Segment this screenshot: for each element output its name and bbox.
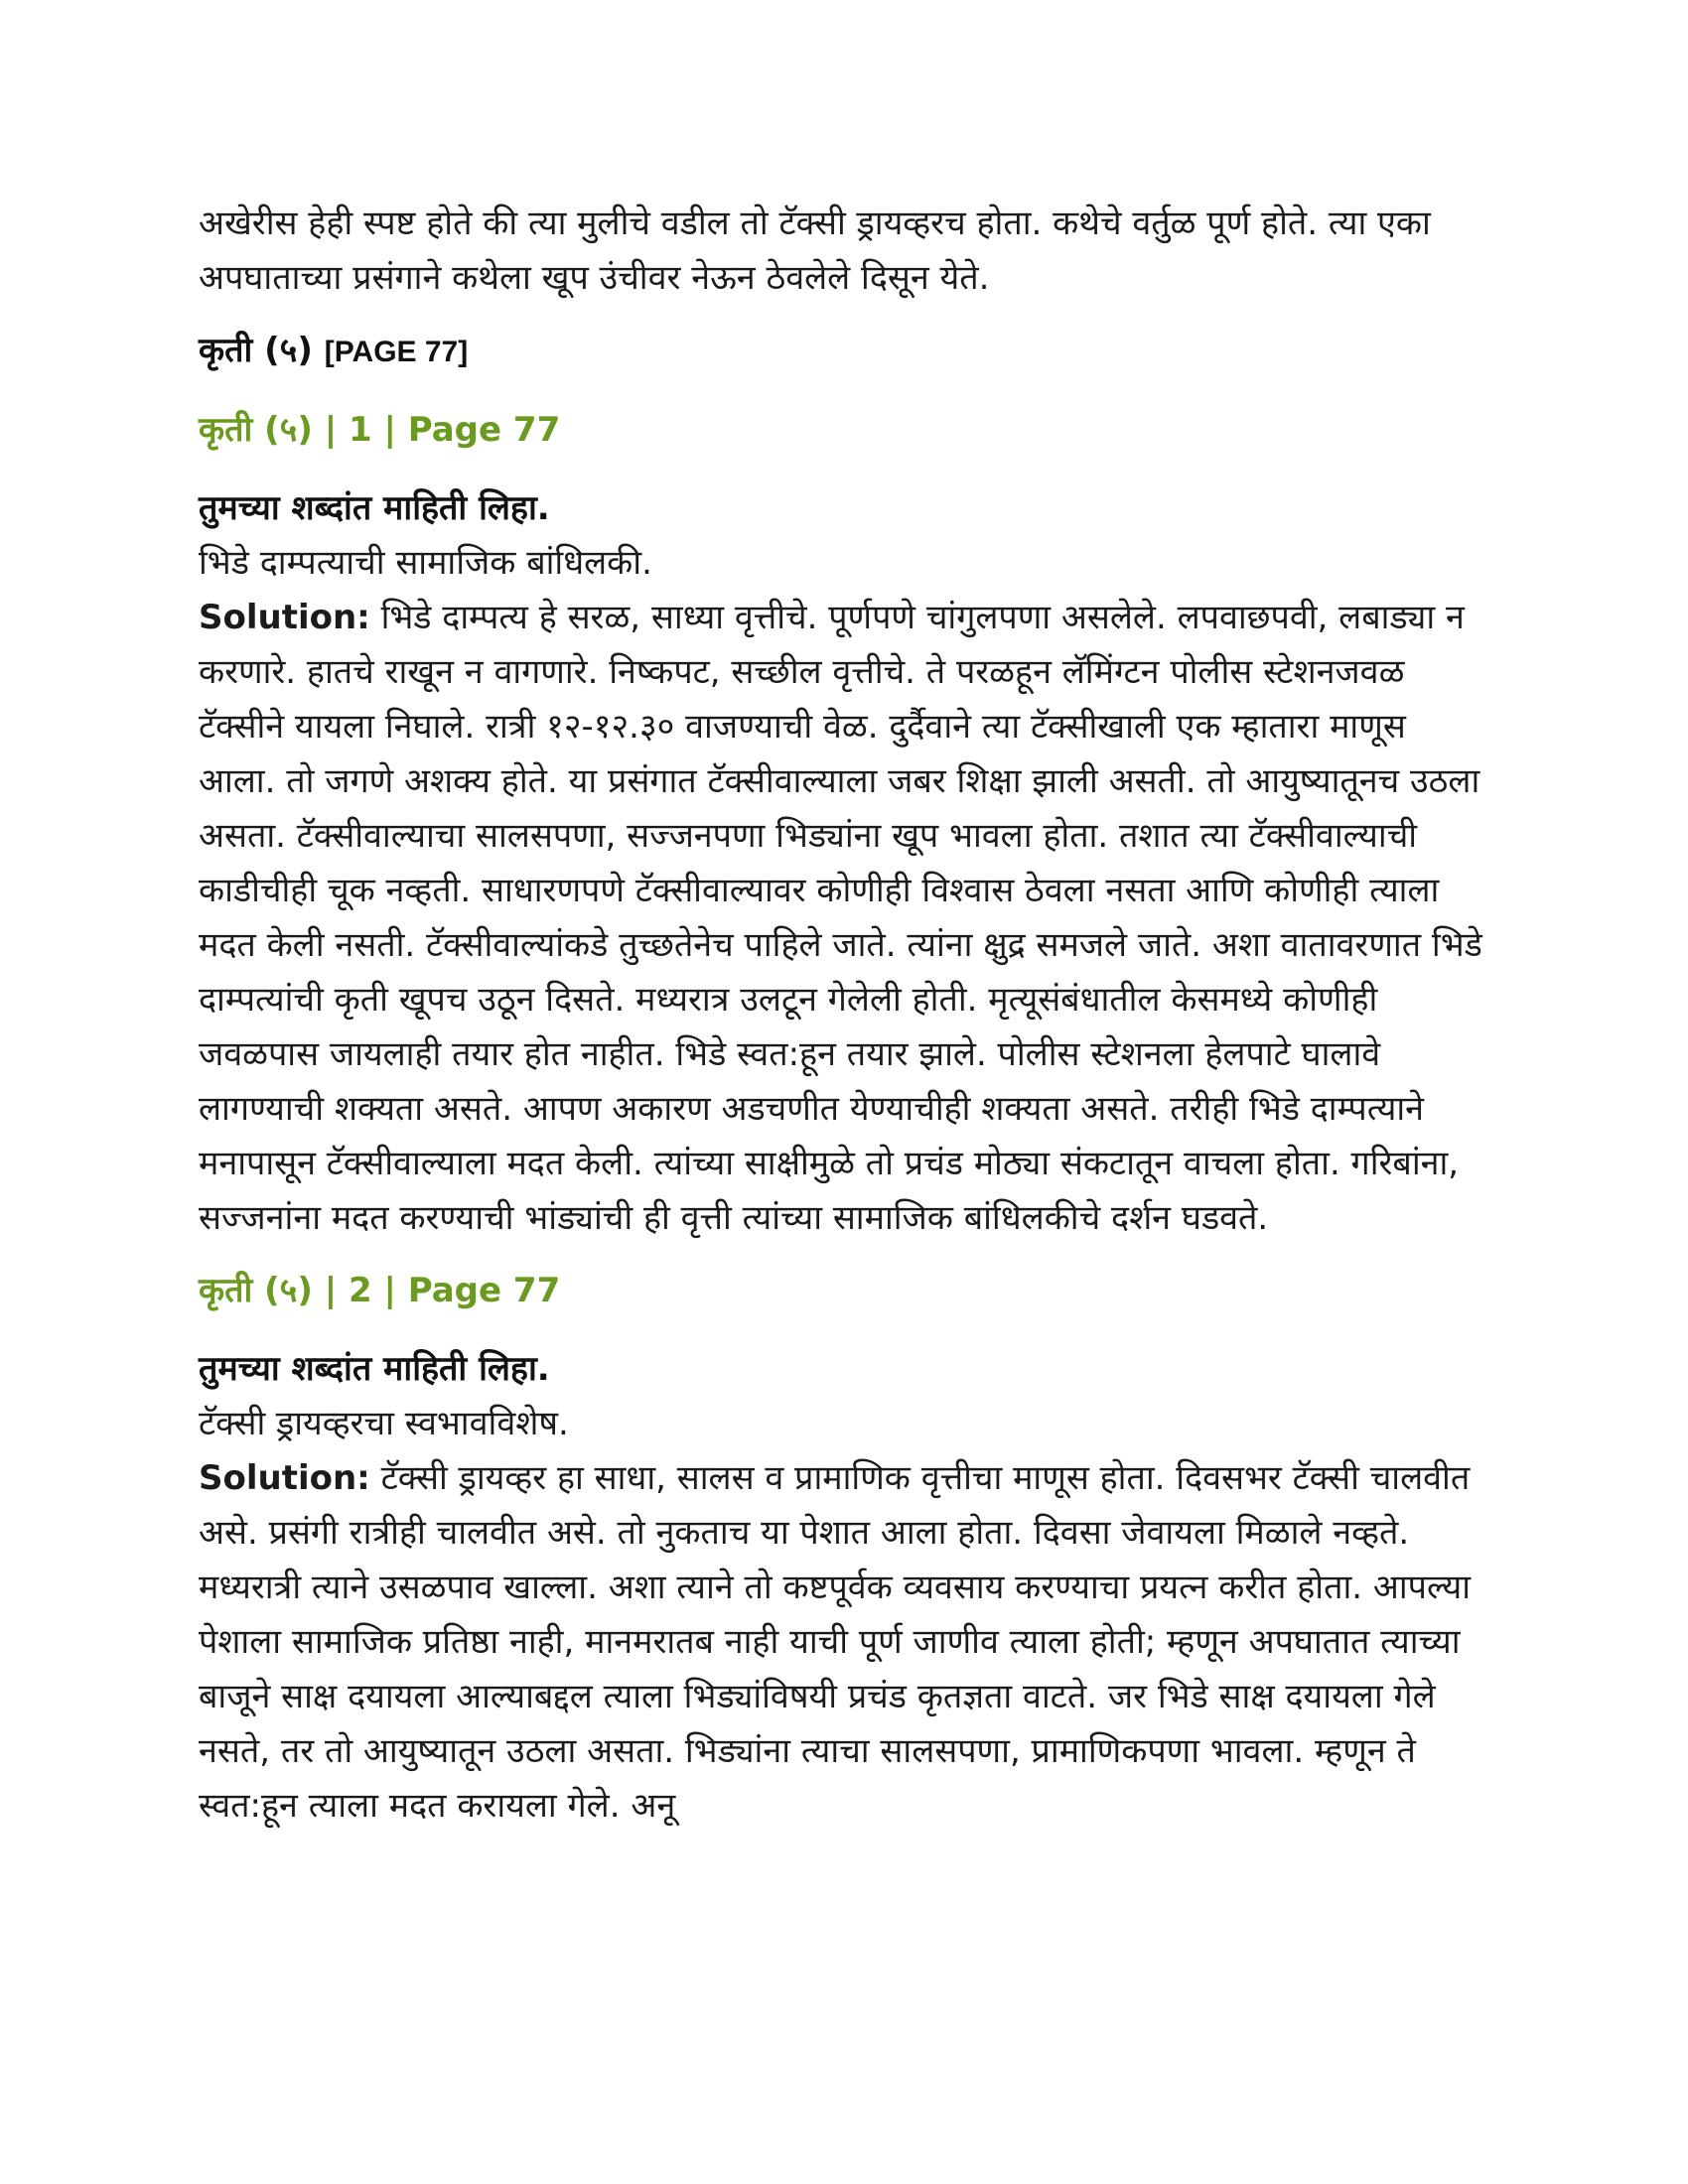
question-heading: कृती (५) | 2 | Page 77 [199,1271,561,1310]
question-item-1 [199,403,1489,1246]
solution-text: टॅक्सी ड्रायव्हर हा साधा, सालस व प्रामाणिक वृत्तीचा माणूस होता. दिवसभर टॅक्सी चालवीत असे. प्रसंगी रात्रीही चालवीत असे. तो नुकताच या पेशात आला होता. दिवसा जेवायला मिळाले नव्हते. मध्यरात्री त्याने उसळपाव खाल्ला. अशा त्याने तो कष्टपूर्वक व्यवसाय करण्याचा प्रयत्न करीत होता. आपल्या पेशाला सामाजिक प्रतिष्ठा नाही, मानमरातब नाही याची पूर्ण जाणीव त्याला होती; म्हणून अपघातात त्याच्या बाजूने साक्ष दयायला आल्याबद्दल त्याला भिड्यांविषयी प्रचंड कृतज्ञता वाटते. जर भिडे साक्ष दयायला गेले नसते, तर तो आयुष्यातून उठला असता. भिड्यांना त्याचा सालसपणा, प्रामाणिकपणा भावला. म्हणून ते स्वत:हून त्याला मदत करायला गेले. अनू [199,1458,1472,1826]
question-item-2 [199,1264,1489,1834]
section-page-tag: [PAGE 77] [324,336,469,368]
question-heading: कृती (५) | 1 | Page 77 [199,410,561,450]
intro-paragraph: अखेरीस हेही स्पष्ट होते की त्या मुलीचे वडील तो टॅक्सी ड्रायव्हरच होता. कथेचे वर्तुळ पूर्ण होते. त्या एका अपघाताच्या प्रसंगाने कथेला खूप उंचीवर नेऊन ठेवलेले दिसून येते. [199,204,1431,298]
section-heading [199,324,1489,379]
question-text: तुमच्या शब्दांत माहिती लिहा. [199,488,550,528]
solution-text: भिडे दाम्पत्य हे सरळ, साध्या वृत्तीचे. पूर्णपणे चांगुलपणा असलेले. लपवाछपवी, लबाड्या न करणारे. हातचे राखून न वागणारे. निष्कपट, सच्छील वृत्तीचे. ते परळहून लॅमिंग्टन पोलीस स्टेशनजवळ टॅक्सीने यायला निघाले. रात्री १२-१२.३० वाजण्याची वेळ. दुर्दैवाने त्या टॅक्सीखाली एक म्हातारा माणूस आला. तो जगणे अशक्य होते. या प्रसंगात टॅक्सीवाल्याला जबर शिक्षा झाली असती. तो आयुष्यातूनच उठला असता. टॅक्सीवाल्याचा सालसपणा, सज्जनपणा भिड्यांना खूप भावला होता. तशात त्या टॅक्सीवाल्याची काडीचीही चूक नव्हती. साधारणपणे टॅक्सीवाल्यावर कोणीही विश्वास ठेवला नसता आणि कोणीही त्याला मदत केली नसती. टॅक्सीवाल्यांकडे तुच्छतेनेच पाहिले जाते. त्यांना क्षुद्र समजले जाते. अशा वातावरणात भिडे दाम्पत्यांची कृती खूपच उठून दिसते. मध्यरात्र उलटून गेलेली होती. मृत्यूसंबंधातील केसमध्ये कोणीही जवळपास जायलाही तयार होत नाहीत. भिडे स्वत:हून तयार झाले. पोलीस स्टेशनला हेलपाटे घालावे लागण्याची शक्यता असते. आपण अकारण अडचणीत येण्याचीही शक्यता असते. तरीही भिडे दाम्पत्याने मनापासून टॅक्सीवाल्याला मदत केली. त्यांच्या साक्षीमुळे तो प्रचंड मोठ्या संकटातून वाचला होता. गरिबांना, सज्जनांना मदत करण्याची भांड्यांची ही वृत्ती त्यांच्या सामाजिक बांधिलकीचे दर्शन घडवते. [199,598,1482,1238]
question-text: तुमच्या शब्दांत माहिती लिहा. [199,1349,550,1389]
solution-paragraph [199,1451,1489,1834]
solution-label: Solution: [199,1458,370,1498]
question-prompt: टॅक्सी ड्रायव्हरचा स्वभावविशेष. [199,1404,569,1443]
document-page [199,197,1489,1851]
solution-label: Solution: [199,598,370,637]
solution-paragraph [199,591,1489,1246]
section-heading-label: कृती (५) [199,331,313,370]
question-prompt: भिडे दाम्पत्याची सामाजिक बांधिलकी. [199,543,652,583]
